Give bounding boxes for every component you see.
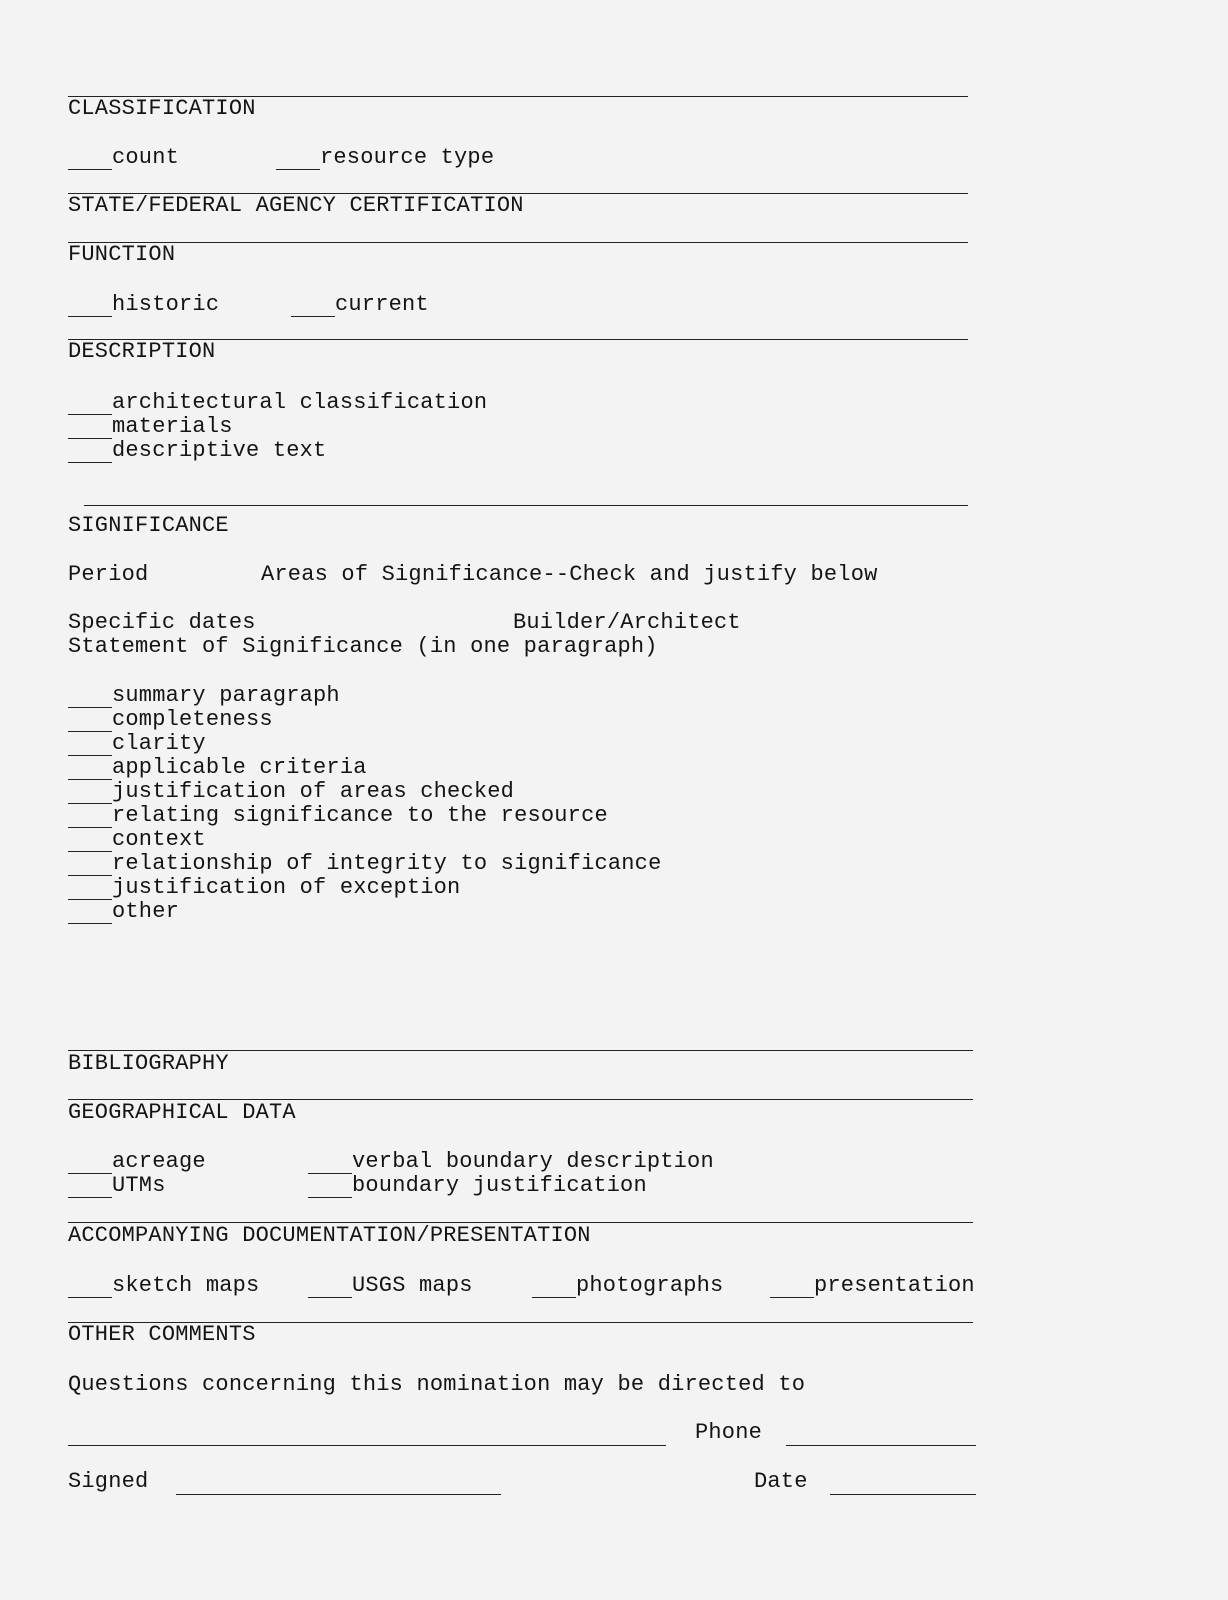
applicable-criteria-checkbox-blank[interactable] bbox=[68, 779, 112, 780]
signed-label: Signed bbox=[68, 1469, 149, 1494]
resource-type-label: resource type bbox=[320, 145, 495, 170]
relating-significance-label: relating significance to the resource bbox=[112, 803, 608, 828]
documentation-heading: ACCOMPANYING DOCUMENTATION/PRESENTATION bbox=[68, 1223, 591, 1248]
usgs-maps-label: USGS maps bbox=[352, 1273, 473, 1298]
areas-of-significance-label: Areas of Significance--Check and justify below bbox=[261, 562, 878, 587]
context-label: context bbox=[112, 827, 206, 852]
boundary-justification-label: boundary justification bbox=[352, 1173, 647, 1198]
integrity-checkbox-blank[interactable] bbox=[68, 875, 112, 876]
integrity-label: relationship of integrity to significance bbox=[112, 851, 662, 876]
clarity-checkbox-blank[interactable] bbox=[68, 755, 112, 756]
photographs-label: photographs bbox=[576, 1273, 724, 1298]
utms-checkbox-blank[interactable] bbox=[68, 1197, 112, 1198]
usgs-maps-checkbox-blank[interactable] bbox=[308, 1297, 352, 1298]
phone-field[interactable] bbox=[786, 1445, 976, 1446]
period-label: Period bbox=[68, 562, 149, 587]
current-label: current bbox=[335, 292, 429, 317]
context-checkbox-blank[interactable] bbox=[68, 851, 112, 852]
geographical-data-heading: GEOGRAPHICAL DATA bbox=[68, 1100, 296, 1125]
statement-of-significance-label: Statement of Significance (in one paragraph) bbox=[68, 634, 658, 659]
specific-dates-label: Specific dates bbox=[68, 610, 256, 635]
architectural-classification-label: architectural classification bbox=[112, 390, 488, 415]
architectural-classification-checkbox-blank[interactable] bbox=[68, 414, 112, 415]
justification-areas-label: justification of areas checked bbox=[112, 779, 515, 804]
justification-areas-checkbox-blank[interactable] bbox=[68, 803, 112, 804]
verbal-boundary-label: verbal boundary description bbox=[352, 1149, 714, 1174]
section-divider bbox=[84, 505, 968, 506]
acreage-checkbox-blank[interactable] bbox=[68, 1173, 112, 1174]
questions-text: Questions concerning this nomination may be directed to bbox=[68, 1372, 806, 1397]
count-label: count bbox=[112, 145, 180, 170]
acreage-label: acreage bbox=[112, 1149, 206, 1174]
description-heading: DESCRIPTION bbox=[68, 339, 216, 364]
justification-exception-label: justification of exception bbox=[112, 875, 461, 900]
descriptive-text-checkbox-blank[interactable] bbox=[68, 462, 112, 463]
relating-significance-checkbox-blank[interactable] bbox=[68, 827, 112, 828]
classification-heading: CLASSIFICATION bbox=[68, 96, 256, 121]
function-heading: FUNCTION bbox=[68, 242, 176, 267]
materials-checkbox-blank[interactable] bbox=[68, 438, 112, 439]
summary-paragraph-checkbox-blank[interactable] bbox=[68, 707, 112, 708]
phone-label: Phone bbox=[695, 1420, 763, 1445]
photographs-checkbox-blank[interactable] bbox=[532, 1297, 576, 1298]
clarity-label: clarity bbox=[112, 731, 206, 756]
signature-field[interactable] bbox=[176, 1494, 501, 1495]
completeness-checkbox-blank[interactable] bbox=[68, 731, 112, 732]
other-label: other bbox=[112, 899, 180, 924]
historic-label: historic bbox=[112, 292, 220, 317]
state-federal-heading: STATE/FEDERAL AGENCY CERTIFICATION bbox=[68, 193, 524, 218]
bibliography-heading: BIBLIOGRAPHY bbox=[68, 1051, 229, 1076]
other-comments-heading: OTHER COMMENTS bbox=[68, 1322, 256, 1347]
resource-type-checkbox-blank[interactable] bbox=[276, 169, 320, 170]
descriptive-text-label: descriptive text bbox=[112, 438, 327, 463]
completeness-label: completeness bbox=[112, 707, 273, 732]
presentation-checkbox-blank[interactable] bbox=[770, 1297, 814, 1298]
materials-label: materials bbox=[112, 414, 233, 439]
date-field[interactable] bbox=[830, 1494, 976, 1495]
sketch-maps-label: sketch maps bbox=[112, 1273, 260, 1298]
contact-name-field[interactable] bbox=[68, 1445, 666, 1446]
utms-label: UTMs bbox=[112, 1173, 166, 1198]
other-checkbox-blank[interactable] bbox=[68, 923, 112, 924]
significance-heading: SIGNIFICANCE bbox=[68, 513, 229, 538]
applicable-criteria-label: applicable criteria bbox=[112, 755, 367, 780]
justification-exception-checkbox-blank[interactable] bbox=[68, 899, 112, 900]
builder-architect-label: Builder/Architect bbox=[513, 610, 741, 635]
sketch-maps-checkbox-blank[interactable] bbox=[68, 1297, 112, 1298]
current-checkbox-blank[interactable] bbox=[291, 316, 335, 317]
historic-checkbox-blank[interactable] bbox=[68, 316, 112, 317]
verbal-boundary-checkbox-blank[interactable] bbox=[308, 1173, 352, 1174]
boundary-justification-checkbox-blank[interactable] bbox=[308, 1197, 352, 1198]
count-checkbox-blank[interactable] bbox=[68, 169, 112, 170]
section-divider bbox=[68, 242, 968, 243]
summary-paragraph-label: summary paragraph bbox=[112, 683, 340, 708]
date-label: Date bbox=[754, 1469, 808, 1494]
presentation-label: presentation bbox=[814, 1273, 975, 1298]
